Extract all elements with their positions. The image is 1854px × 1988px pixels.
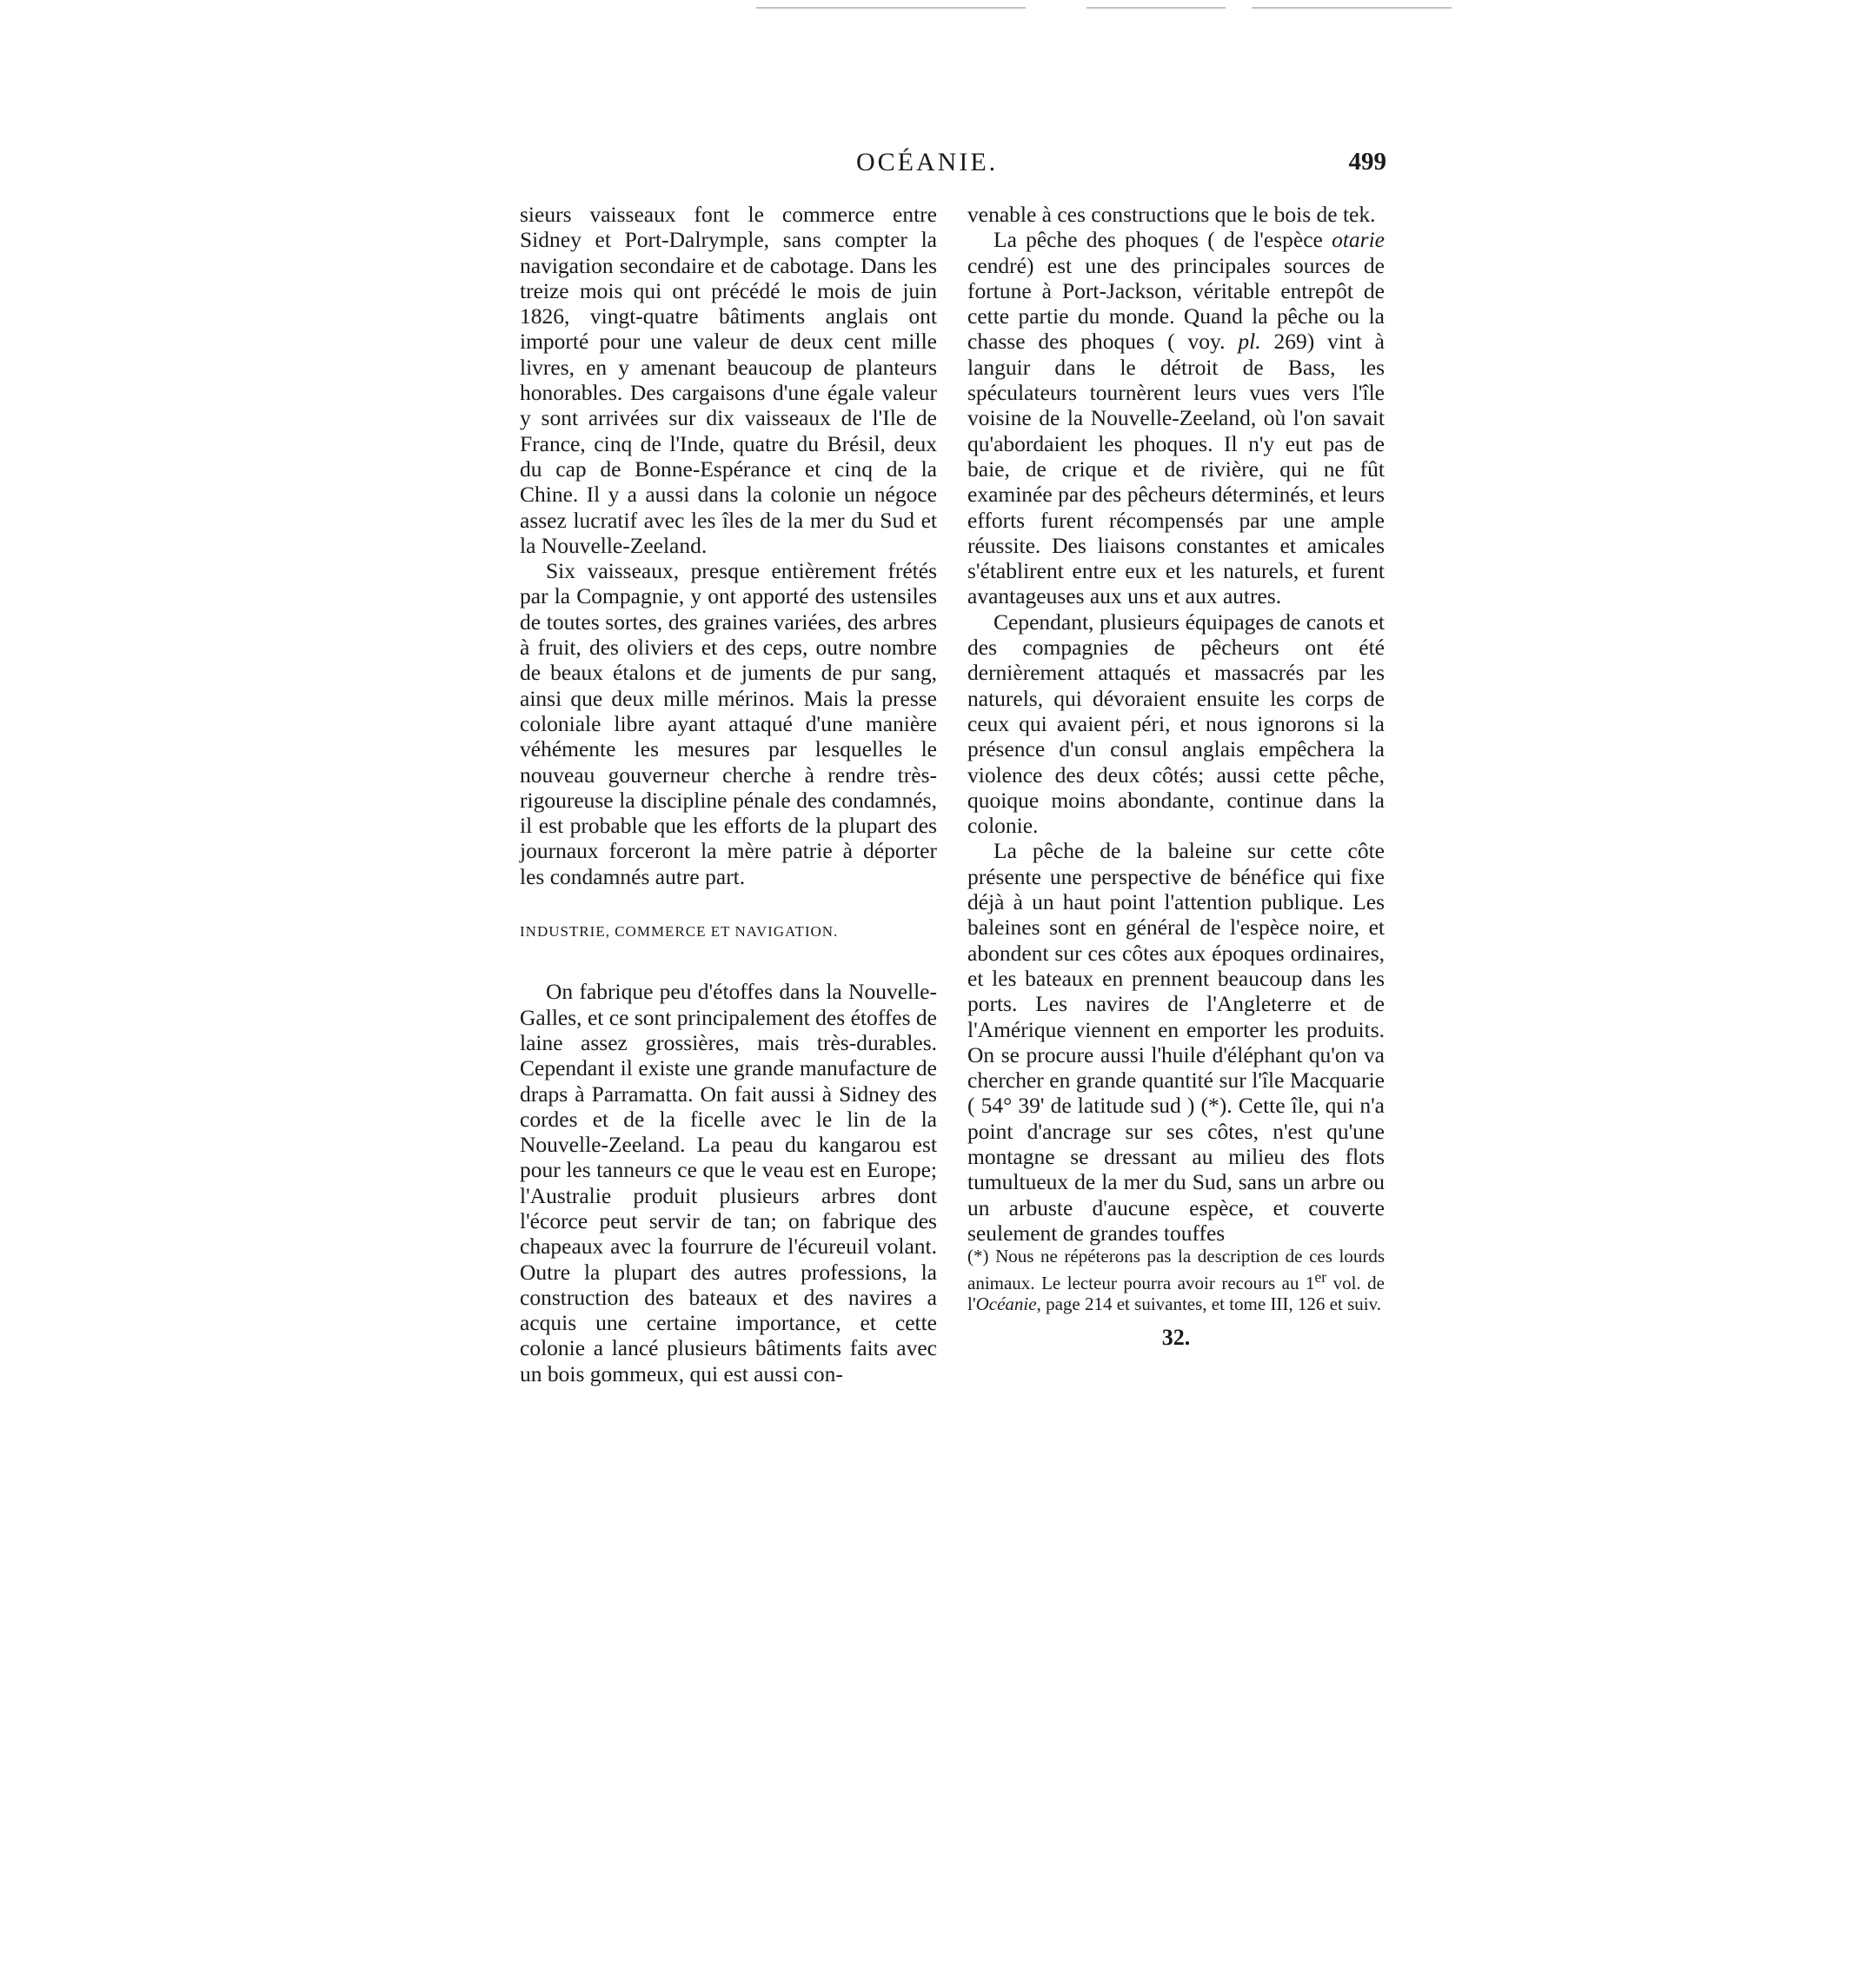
paragraph: Cependant, plusieurs équipages de canots et des compagnies de pêcheurs ont été dernièrement attaqués et massacrés par les naturels, qui dévoraient ensuite les corps de ceux qui avaient péri, et nous ignorons si la présence d'un consul anglais empêchera la violence des deux côtés; aussi cette pêche, quoique moins abondante, continue dans la colonie. — [967, 608, 1385, 839]
text-run: 269) vint à languir dans le détroit de Bass, les spéculateurs tournèrent leurs vues vers l'île voisine de la Nouvelle-Zeeland, où l'on savait qu'abordaient les phoques. Il n'y eut pas de baie, de crique et de rivière, qui ne fût examinée par des pêcheurs déterminés, et leurs efforts furent récompensés par une ample réussite. Des liaisons constantes et amicales s'établirent entre eux et les naturels, et furent avantageuses aux uns et aux autres. — [967, 329, 1385, 609]
italic-term: otarie — [1332, 227, 1385, 253]
paragraph: sieurs vaisseaux font le commerce entre Sidney et Port-Dalrymple, sans compter la navigation secondaire et de cabotage. Dans les treize mois qui ont précédé le mois de juin 1826, vingt-quatre bâtiments anglais ont importé pour une valeur de deux cent mille livres, en y amenant beaucoup de planteurs honorables. Des cargaisons d'une égale valeur y sont arrivées sur dix vaisseaux de l'Ile de France, cinq de l'Inde, quatre du Brésil, deux du cap de Bonne-Espérance et cinq de la Chine. Il y a aussi dans la colonie un négoce assez lucratif avec les îles de la mer du Sud et la Nouvelle-Zeeland. — [520, 202, 937, 558]
signature-mark: 32. — [1161, 1325, 1191, 1351]
paragraph: Six vaisseaux, presque entièrement frétés par la Compagnie, y ont apporté des ustensiles de toutes sortes, des graines variées, des arbres à fruit, des oliviers et des ceps, outre nombre de beaux étalons et de juments de pur sang, ainsi que deux mille mérinos. Mais la presse coloniale libre ayant attaqué d'une manière véhémente les mesures par lesquelles le nouveau gouverneur cherche à rendre très-rigoureuse la discipline pénale des condamnés, il est probable que les efforts de la plupart des journaux forceront la mère patrie à déporter les condamnés autre part. — [520, 558, 937, 889]
page-number: 499 — [1348, 148, 1386, 176]
scan-artifact — [1086, 7, 1226, 9]
italic-title: Océanie — [975, 1293, 1037, 1315]
paragraph — [967, 227, 1385, 608]
scan-artifact — [1252, 7, 1452, 9]
paragraph: On fabrique peu d'étoffes dans la Nouvelle-Galles, et ce sont principalement des étoffes de laine assez grossières, mais très-durables. Cependant il existe une grande manufacture de draps à Parramatta. On fait aussi à Sidney des cordes et de la ficelle avec le lin de la Nouvelle-Zeeland. La peau du kangarou est pour les tanneurs ce que le veau est en Europe; l'Australie produit plusieurs arbres dont l'écorce peut servir de tan; on fabrique des chapeaux avec la fourrure de l'écureuil volant. Outre la plupart des autres professions, la construction des bateaux et des navires a acquis une certaine importance, et cette colonie a lancé plusieurs bâtiments faits avec un bois gommeux, qui est aussi con- — [520, 979, 937, 1386]
right-column — [967, 202, 1385, 1350]
text-run: La pêche des phoques ( de l'espèce — [993, 227, 1332, 253]
superscript: er — [1314, 1268, 1327, 1287]
running-title: OCÉANIE. — [856, 148, 999, 176]
text-run: vol. de l' — [967, 1273, 1385, 1315]
left-column — [520, 202, 937, 1386]
paragraph: venable à ces constructions que le bois de tek. — [967, 202, 1376, 227]
footnote — [967, 1246, 1385, 1314]
text-run: , page 214 et suivantes, et tome III, 126 et suiv. — [1036, 1293, 1381, 1315]
scan-artifact — [756, 7, 1026, 9]
running-head — [513, 148, 1386, 191]
paragraph: La pêche de la baleine sur cette côte présente une perspective de bénéfice qui fixe déjà à un haut point l'attention publique. Les baleines sont en général de l'espèce noire, et abondent sur ces côtes aux époques ordinaires, et les bateaux en prennent beaucoup dans les ports. Les navires de l'Angleterre et de l'Amérique viennent en emporter les produits. On se procure aussi l'huile d'éléphant qu'on va chercher en grande quantité sur l'île Macquarie ( 54° 39' de latitude sud ) (*). Cette île, qui n'a point d'ancrage sur ses côtes, n'est qu'une montagne se dressant au milieu des flots tumultueux de la mer du Sud, sans un arbre ou un arbuste d'aucune espèce, et couverte seulement de grandes touffes — [967, 838, 1385, 1246]
plate-reference: pl. — [1238, 329, 1261, 355]
section-heading: INDUSTRIE, COMMERCE ET NAVIGATION. — [520, 923, 839, 941]
text-run: (*) Nous ne répéterons pas la description de ces lourds animaux. Le lecteur pourra avoir recours au 1 — [967, 1246, 1385, 1294]
text-run: cendré) est une des principales sources de fortune à Port-Jackson, véritable entrepôt de cette partie du monde. Quand la pêche ou la chasse des phoques ( voy. — [967, 252, 1385, 355]
